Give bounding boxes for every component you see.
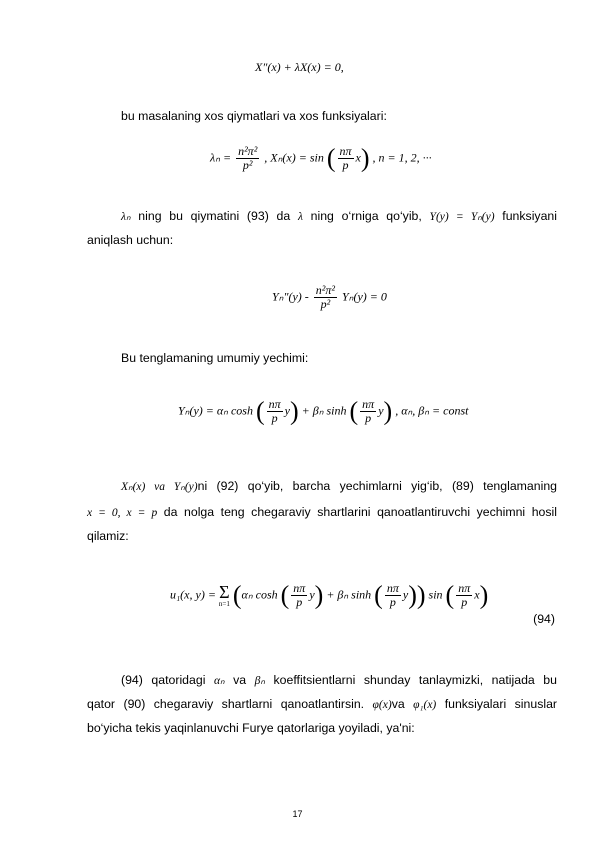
page-number: 17 xyxy=(292,809,303,819)
paragraph-2-line-2: aniqlash uchun: xyxy=(87,233,174,247)
paragraph-5-line-3: bo‘yicha tekis yaqinlanuvchi Furye qatorlariga yoyiladi, ya'ni: xyxy=(87,721,415,735)
equation-number: (94) xyxy=(533,612,555,626)
equation-eigen: λₙ = $\frac{\text{n²π²}}{\text{p²}}$ , Xₙ(x) = sin ( $\frac{n\pi}{p}$ x) , n = 1, 2, ··· xyxy=(210,143,432,173)
paragraph-4-line-2: x = 0, x = p da nolga teng chegaraviy shartlarini qanoatlantiruvchi yechimni hosil xyxy=(87,505,557,519)
paragraph-5-line-2: qator (90) chegaraviy shartlarni qanoatlantirsin. φ(x)va φ₁(x) funksiyalari sinuslar xyxy=(87,697,558,711)
text-line-1: bu masalaning xos qiymatlari va xos funksiyalari: xyxy=(121,109,387,123)
equation-series: u₁(x, y) = Σ n=1 (αₙ cosh ( $\frac{n\pi}{p}$ y) + βₙ sinh ( $\frac{n\pi}{p}$ y)) sin ( $\frac{n\pi}{p}$ x) xyxy=(170,580,489,610)
paragraph-5-line-1: (94) qatoridagi αₙ va βₙ koeffitsientlarni shunday tanlaymizki, natijada bu xyxy=(121,673,557,687)
paragraph-4-line-1: Xₙ(x) va Yₙ(y)ni (92) qo‘yib, barcha yechimlarni yig‘ib, (89) tenglamaning xyxy=(121,479,558,493)
paragraph-4-line-3: qilamiz: xyxy=(87,529,129,543)
paragraph-2-line-1: λₙ ning bu qiymatini (93) da λ ning o‘rniga qo‘yib, Y(y) = Yₙ(y) funksiyani xyxy=(121,209,557,223)
equation-general: Yₙ(y) = αₙ cosh ( $\frac{n\pi}{p}$ y) + βₙ sinh ( $\frac{n\pi}{p}$ y) , αₙ, βₙ = const xyxy=(178,396,469,426)
text-line-3: Bu tenglamaning umumiy yechimi: xyxy=(121,351,309,365)
equation-ode: Yₙ″(y) - $\frac{\text{n²π²}}{\text{p²}}$ Yₙ(y) = 0 xyxy=(272,283,387,311)
equation-top: X″(x) + λX(x) = 0, xyxy=(255,60,344,74)
